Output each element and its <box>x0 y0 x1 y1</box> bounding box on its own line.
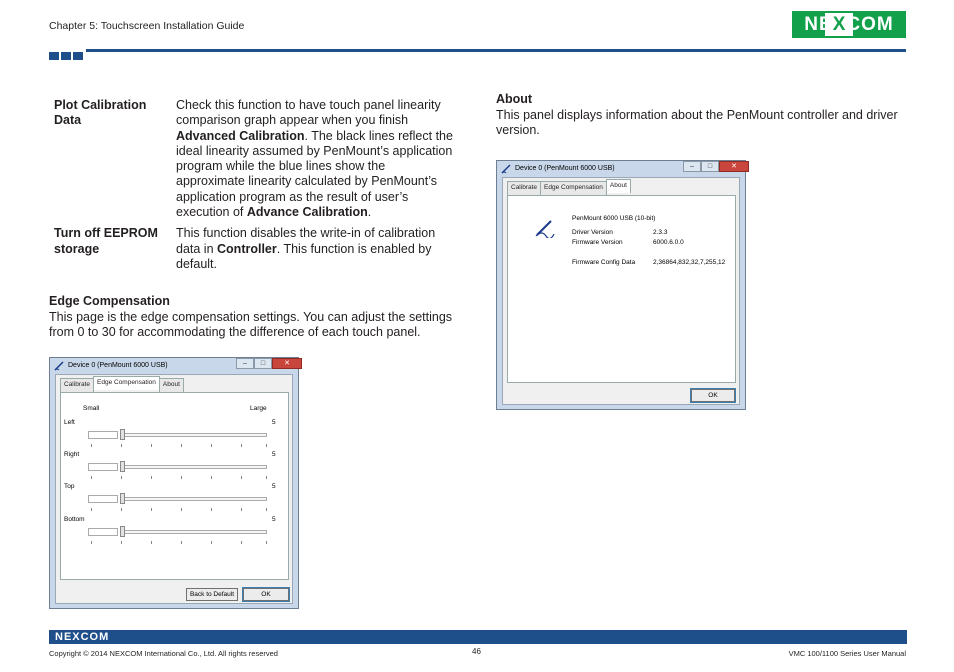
desc-eeprom <box>176 226 454 272</box>
ok-button[interactable]: OK <box>243 588 289 601</box>
window-controls <box>236 358 302 369</box>
small-label: Small <box>83 405 100 412</box>
window-body <box>55 374 293 604</box>
nexcom-logo <box>792 11 906 38</box>
close-button[interactable]: ✕ <box>272 358 302 369</box>
tab-strip <box>507 181 630 195</box>
window-title: Device 0 (PenMount 6000 USB) <box>515 165 615 172</box>
penmount-logo-icon <box>534 218 556 238</box>
row-value-top: 5 <box>272 483 276 490</box>
large-label: Large <box>250 405 267 412</box>
page-number: 46 <box>472 647 481 656</box>
slider-thumb-bottom[interactable] <box>120 526 125 537</box>
edge-panel <box>60 392 289 580</box>
desc-bold: Advanced Calibration <box>176 128 305 143</box>
row-label-right: Right <box>64 451 80 458</box>
firmware-version-label: Firmware Version <box>572 239 623 246</box>
chapter-title: Chapter 5: Touchscreen Installation Guide <box>49 20 245 32</box>
back-to-default-button[interactable]: Back to Default <box>186 588 238 601</box>
definition-table <box>54 98 454 278</box>
driver-version-label: Driver Version <box>572 229 613 236</box>
edge-heading: Edge Compensation <box>49 294 170 308</box>
tab-strip <box>60 378 183 392</box>
slider-min-box <box>88 431 118 439</box>
edge-compensation-window <box>49 357 299 609</box>
edge-paragraph: This page is the edge compensation settings. You can adjust the settings from 0 to 30 for accommodating the difference of each touch panel. <box>49 310 453 340</box>
row-label-bottom: Bottom <box>64 516 85 523</box>
row-label-left: Left <box>64 419 75 426</box>
footer-bar <box>49 630 907 644</box>
window-title: Device 0 (PenMount 6000 USB) <box>68 362 168 369</box>
slider-min-box <box>88 495 118 503</box>
slider-min-box <box>88 528 118 536</box>
logo-x: X <box>832 14 847 35</box>
desc-text: . This function is enabled by default. <box>176 241 432 271</box>
close-button[interactable]: ✕ <box>719 161 749 172</box>
tab-calibrate[interactable]: Calibrate <box>60 378 94 392</box>
logo-right: COM <box>846 14 894 35</box>
desc-plot-calibration <box>176 98 454 220</box>
desc-text: . <box>367 205 372 220</box>
firmware-version-value: 6000.6.0.0 <box>653 239 684 246</box>
row-value-left: 5 <box>272 419 276 426</box>
tab-about[interactable]: About <box>606 179 631 193</box>
row-value-bottom: 5 <box>272 516 276 523</box>
firmware-config-value: 2,36864,832,32,7,255,12 <box>653 259 726 266</box>
footer-logo: NEXCOM <box>55 631 110 643</box>
slider-thumb-right[interactable] <box>120 461 125 472</box>
slider-track-top[interactable] <box>121 497 267 501</box>
tab-about[interactable]: About <box>159 378 184 392</box>
tab-edge-compensation[interactable]: Edge Compensation <box>540 181 607 195</box>
desc-text: Check this function to have touch panel linearity comparison graph appear when you finish <box>176 98 441 128</box>
desc-bold: Advance Calibration <box>246 205 368 220</box>
row-value-right: 5 <box>272 451 276 458</box>
about-heading: About <box>496 92 533 106</box>
product-name: PenMount 6000 USB (10-bit) <box>572 215 656 222</box>
about-window <box>496 160 746 410</box>
slider-thumb-top[interactable] <box>120 493 125 504</box>
definition-row <box>54 98 454 220</box>
driver-version-value: 2.3.3 <box>653 229 668 236</box>
header-squares <box>49 52 83 60</box>
window-body <box>502 177 740 405</box>
copyright: Copyright © 2014 NEXCOM International Co., Ltd. All rights reserved <box>49 649 278 658</box>
desc-bold: Controller <box>217 241 277 256</box>
definition-row <box>54 226 454 272</box>
maximize-button[interactable]: □ <box>701 161 719 172</box>
ok-button[interactable]: OK <box>691 389 735 402</box>
about-panel <box>507 195 736 383</box>
slider-track-left[interactable] <box>121 433 267 437</box>
tab-calibrate[interactable]: Calibrate <box>507 181 541 195</box>
about-paragraph: This panel displays information about the PenMount controller and driver version. <box>496 108 898 138</box>
header-rule <box>86 49 906 52</box>
firmware-config-label: Firmware Config Data <box>572 259 636 266</box>
row-label-top: Top <box>64 483 75 490</box>
logo-left: NE <box>804 14 833 35</box>
maximize-button[interactable]: □ <box>254 358 272 369</box>
tab-edge-compensation[interactable]: Edge Compensation <box>93 376 160 390</box>
slider-thumb-left[interactable] <box>120 429 125 440</box>
desc-text: . The black lines reflect the ideal linearity assumed by PenMount’s application program while the blue lines show the approximate linearity calculated by PenMount’s application program as the result of user’s execution of <box>176 128 453 220</box>
slider-min-box <box>88 463 118 471</box>
window-controls <box>683 161 749 172</box>
slider-track-right[interactable] <box>121 465 267 469</box>
term-plot-calibration: Plot Calibration Data <box>54 98 147 128</box>
pen-icon <box>54 360 65 371</box>
term-eeprom: Turn off EEPROM storage <box>54 226 158 256</box>
pen-icon <box>501 163 512 174</box>
minimize-button[interactable]: – <box>236 358 254 369</box>
manual-title: VMC 100/1100 Series User Manual <box>788 649 906 658</box>
desc-text: This function disables the write-in of calibration data in <box>176 226 436 256</box>
slider-track-bottom[interactable] <box>121 530 267 534</box>
minimize-button[interactable]: – <box>683 161 701 172</box>
